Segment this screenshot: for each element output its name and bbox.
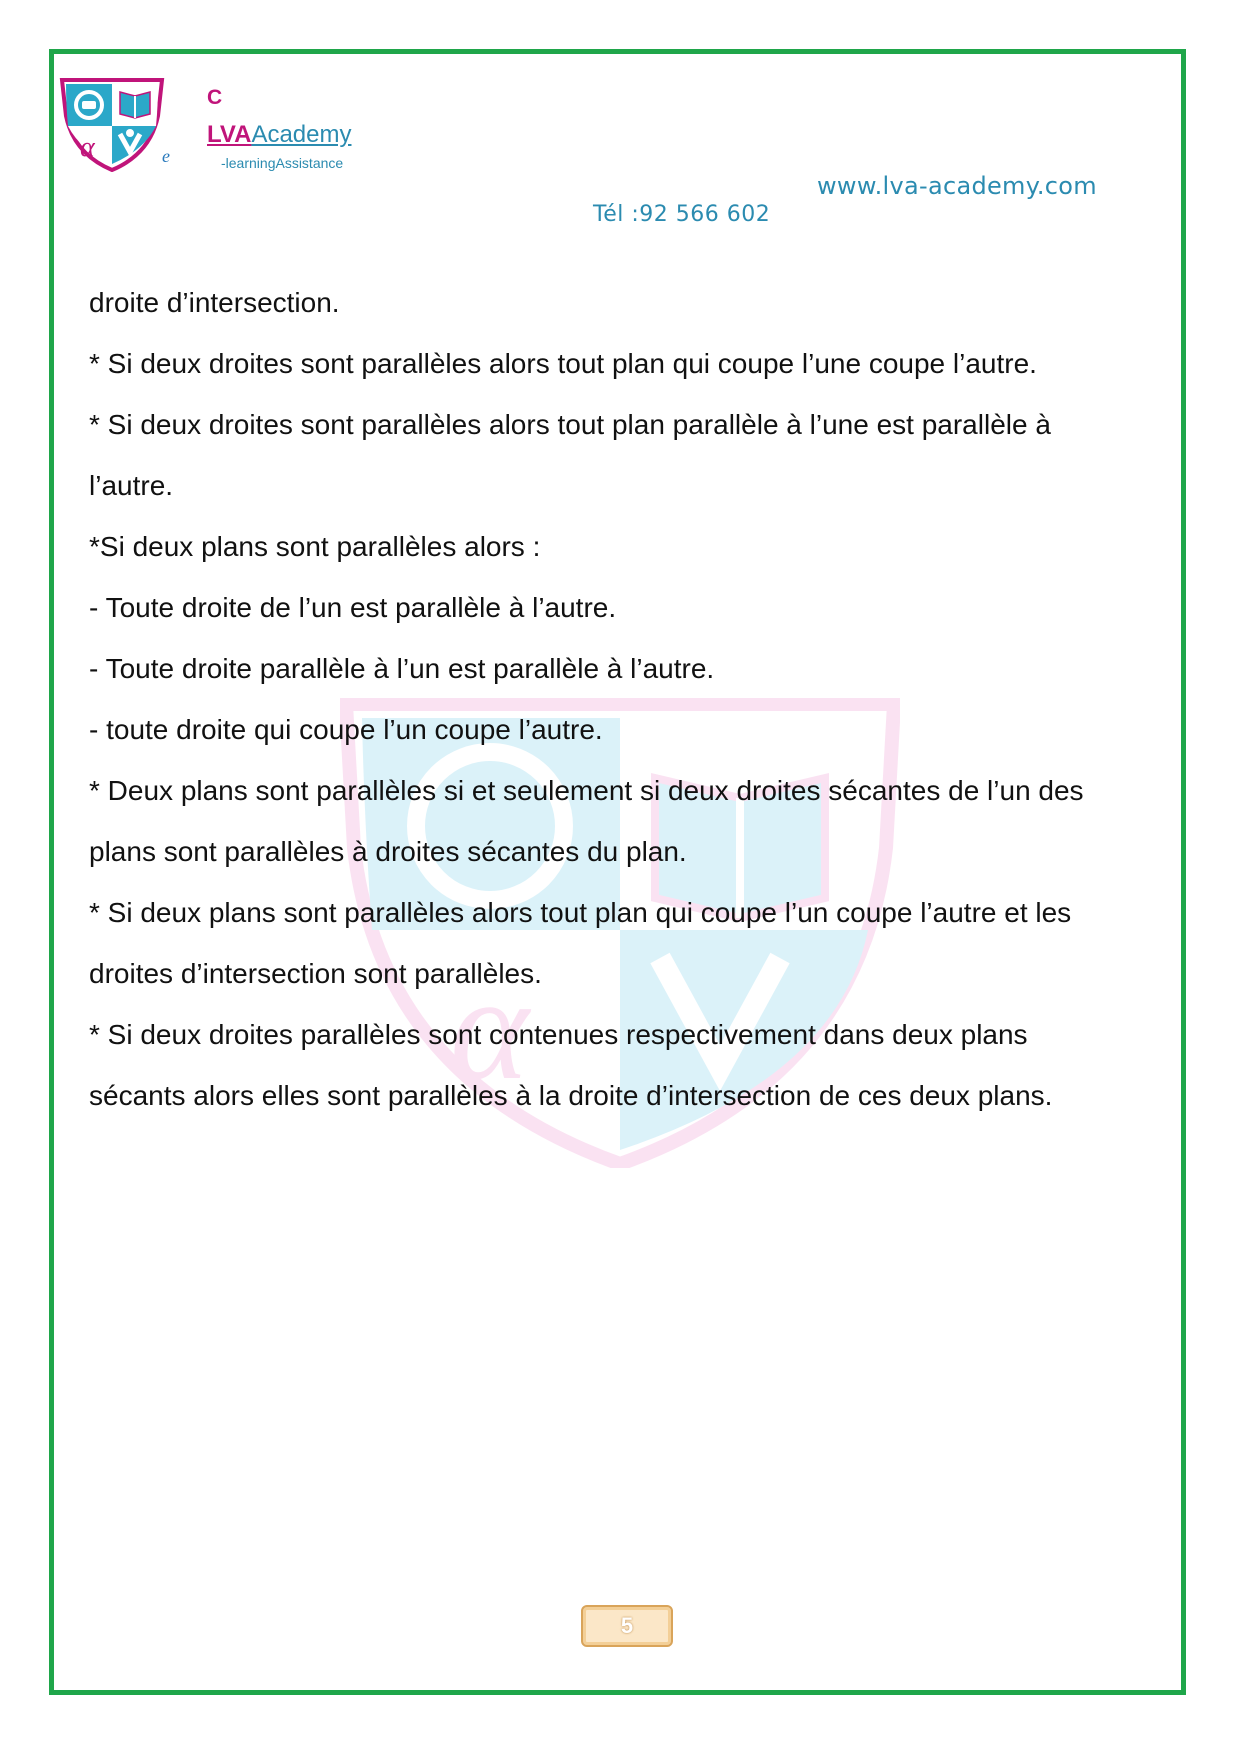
document-body bbox=[89, 272, 1169, 1126]
text-line: droite d’intersection. bbox=[89, 287, 340, 318]
svg-text:α: α bbox=[450, 945, 529, 1111]
page-number-badge: 5 bbox=[581, 1605, 673, 1647]
brand-subtitle: -learningAssistance bbox=[221, 155, 344, 171]
website-link[interactable]: www.lva-academy.com bbox=[817, 172, 1097, 200]
brand-lva: LVA bbox=[207, 121, 252, 148]
text-line: sécants alors elles sont parallèles à la droite d’intersection de ces deux plans. bbox=[89, 1080, 1053, 1111]
text-line: - Toute droite de l’un est parallèle à l’autre. bbox=[89, 592, 617, 623]
text-line: * Deux plans sont parallèles si et seulement si deux droites sécantes de l’un des bbox=[89, 775, 1084, 806]
text-line: - Toute droite parallèle à l’un est parallèle à l’autre. bbox=[89, 653, 715, 684]
text-line: - toute droite qui coupe l’un coupe l’autre. bbox=[89, 714, 603, 745]
text-line: * Si deux droites parallèles sont contenues respectivement dans deux plans bbox=[89, 1019, 1028, 1050]
phone-number: Tél :92 566 602 bbox=[593, 202, 771, 227]
brand-name bbox=[207, 121, 351, 149]
text-line: l’autre. bbox=[89, 470, 174, 501]
text-line: * Si deux droites sont parallèles alors tout plan qui coupe l’une coupe l’autre. bbox=[89, 348, 1037, 379]
brand-academy: Academy bbox=[251, 121, 352, 148]
text-line: * Si deux droites sont parallèles alors tout plan parallèle à l’une est parallèle à bbox=[89, 409, 1051, 440]
text-line: * Si deux plans sont parallèles alors tout plan qui coupe l’un coupe l’autre et les bbox=[89, 897, 1072, 928]
svg-text:α: α bbox=[80, 132, 95, 163]
text-line: droites d’intersection sont parallèles. bbox=[89, 958, 542, 989]
text-line: plans sont parallèles à droites sécantes du plan. bbox=[89, 836, 687, 867]
logo-e-letter: e bbox=[162, 146, 170, 166]
brand-letter-c: C bbox=[207, 86, 223, 109]
text-line: *Si deux plans sont parallèles alors : bbox=[89, 531, 541, 562]
academy-logo-icon bbox=[58, 76, 166, 172]
